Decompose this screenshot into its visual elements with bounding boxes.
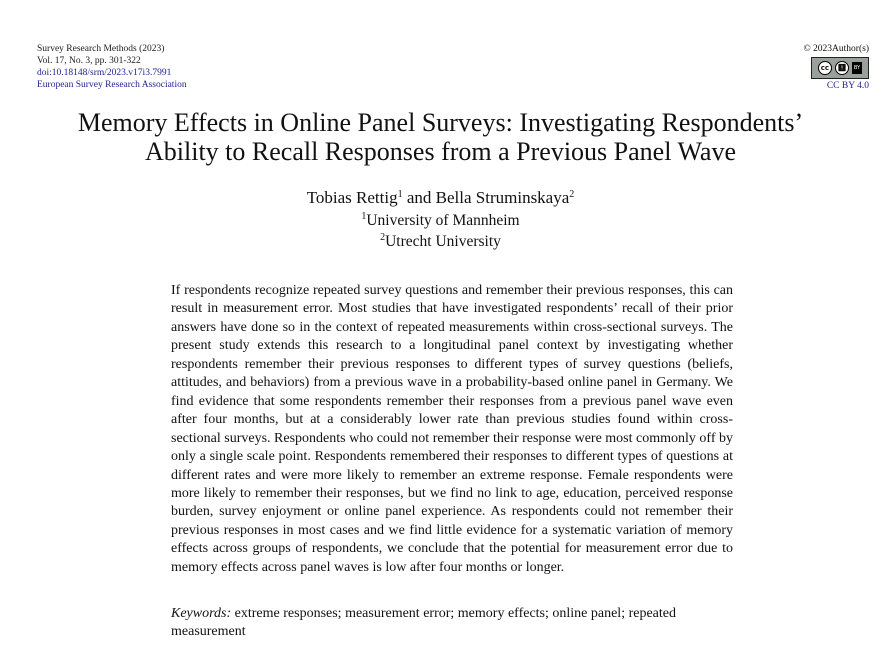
journal-meta [37, 43, 187, 91]
paper-title [0, 108, 881, 166]
affiliation-mark: 2 [380, 232, 386, 243]
volume-info: Vol. 17, No. 3, pp. 301-322 [37, 56, 141, 66]
attribution-person-icon: 🚹︎ [835, 61, 849, 75]
author-affiliation-mark: 1 [397, 189, 403, 200]
author-name: Tobias Rettig [306, 188, 398, 207]
author-separator: and [402, 188, 436, 207]
keywords [171, 605, 733, 641]
author-name: Bella Struminskaya [435, 188, 570, 207]
author-list [0, 187, 881, 208]
creative-commons-icon: cc [818, 61, 832, 75]
doi-link[interactable]: doi:10.18148/srm/2023.v17i3.7991 [37, 68, 172, 78]
affiliation-mark: 1 [361, 211, 367, 222]
keywords-label: Keywords: [171, 606, 232, 621]
author-affiliation-mark: 2 [569, 189, 575, 200]
license-block [803, 43, 869, 92]
cc-license-badge[interactable] [811, 57, 869, 79]
journal-name: Survey Research Methods (2023) [37, 44, 165, 54]
title-line-1: Memory Effects in Online Panel Surveys: Investigating Respondents’ [77, 108, 804, 137]
publisher-link[interactable]: European Survey Research Association [37, 80, 187, 90]
abstract: If respondents recognize repeated survey questions and remember their previous responses, this can result in measurement error. Most studies that have investigated respondents’ recall of their prior answers have done so in the context of repeated measurements within cross-sectional surveys. The present study extends this research to a longitudinal panel context by investigating whether respondents remember their previous responses to different types of survey questions (beliefs, attitudes, and behaviors) from a previous wave in a probability-based online panel in Germany. We find evidence that some respondents remember their responses from a previous panel wave even after four months, but at a considerably lower rate than previous studies found within cross-sectional surveys. Respondents who could not remember their response were most commonly off by only a single scale point. Respondents remembered their responses to different types of questions at different rates and were more likely to remember an extreme response. Female respondents were more likely to remember their responses, but we find no link to age, education, perceived response burden, survey enjoyment or online panel experience. As respondents could not remember their previous responses in most cases and we find little evidence for a systematic variation of memory effects across groups of respondents, we conclude that the potential for measurement error due to memory effects across panel waves is low after four months or longer. [171, 283, 733, 575]
copyright-notice: © 2023Author(s) [803, 44, 869, 54]
affiliation-name: University of Mannheim [366, 212, 520, 229]
affiliation-name: Utrecht University [385, 233, 501, 250]
license-link[interactable]: CC BY 4.0 [826, 81, 869, 91]
affiliation [0, 232, 881, 251]
cc-by-label: BY [852, 62, 862, 74]
affiliation [0, 211, 881, 230]
title-line-2: Ability to Recall Responses from a Previous Panel Wave [145, 137, 736, 166]
keywords-list: extreme responses; measurement error; memory effects; online panel; repeated measurement [171, 606, 676, 639]
